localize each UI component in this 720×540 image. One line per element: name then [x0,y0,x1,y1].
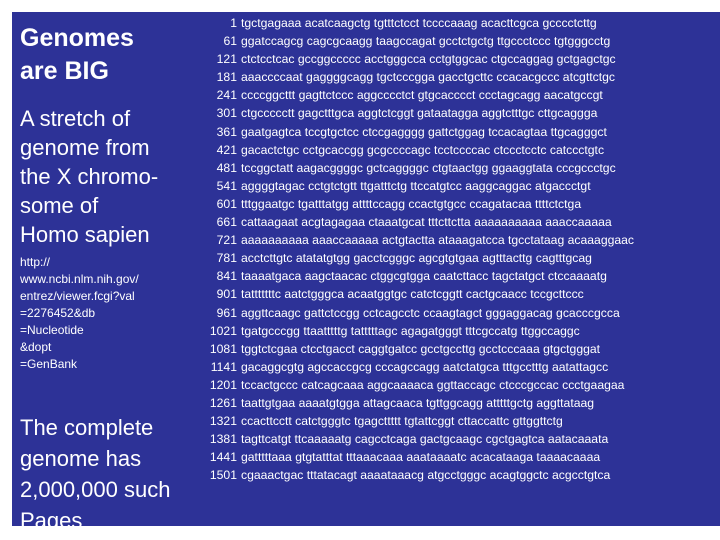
sequence-row [192,394,698,412]
sequence-bases: taattgtgaa aaaatgtgga attagcaaca tgttggcagg atttttgctg aggttataag [241,395,595,410]
sequence-bases: cattaagaat acgtagagaa ctaaatgcat tttcttctta aaaaaaaaaa aaaccaaaaa [241,215,612,230]
title-block [20,22,200,88]
sequence-position: 1201 [209,377,237,392]
sequence-position: 901 [216,287,237,302]
sequence-row [192,50,698,68]
sequence-bases: cgaaactgac tttatacagt aaaataaacg atgcctgggc acagtggctc acgcctgtca [241,468,611,483]
sequence-position: 721 [216,233,237,248]
sequence-position: 181 [216,70,237,85]
sequence-bases: acctcttgtc atatatgtgg gacctcgggc agcgtgtgaa agtttacttg cagtttgcag [241,251,592,266]
sequence-position: 1501 [209,468,237,483]
sequence-bases: tccggctatt aagacggggc gctcaggggc ctgtaactgg ggaaggtata cccgccctgc [241,160,616,175]
sequence-row [192,322,698,340]
sequence-bases: gacaggcgtg agccaccgcg cccagccagg aatctatgca tttgcctttg aatattagcc [241,359,609,374]
sequence-position: 1081 [209,341,237,356]
sequence-row [192,466,698,484]
sequence-row [192,376,698,394]
sequence-row [192,68,698,86]
sequence-row [192,14,698,32]
description-text: A stretch of genome from the X chromo- some of Homo sapien [20,106,159,247]
sequence-row [192,448,698,466]
sequence-panel [192,12,720,526]
sequence-position: 1381 [209,432,237,447]
sequence-row [192,141,698,159]
sequence-position: 601 [216,196,237,211]
sequence-list [192,14,698,484]
sequence-position: 61 [223,34,237,49]
sequence-row [192,285,698,303]
sequence-position: 301 [216,106,237,121]
sequence-position: 241 [216,88,237,103]
sequence-row [192,340,698,358]
sequence-bases: aggttcaagc gattctccgg cctcagcctc ccaagtagct gggaggacag gcacccgcca [241,305,620,320]
sequence-row [192,358,698,376]
sequence-row [192,86,698,104]
sequence-row [192,267,698,285]
sequence-row [192,430,698,448]
sequence-bases: ccacttcctt catctgggtc tgagcttttt tgtattcggt cttaccattc gttggttctg [241,414,563,429]
conclusion-text: The complete genome has 2,000,000 such Pages [20,415,171,533]
sequence-bases: gaatgagtca tccgtgctcc ctccgagggg gattctggag tccacagtaa ttgcagggct [241,124,607,139]
sequence-bases: ccccggcttt gagttctccc aggcccctct gtgcacccct ccctagcagg aacatgccgt [241,88,603,103]
source-url: http:// www.ncbi.nlm.nih.gov/ entrez/viewer.fcgi?val =2276452&db =Nucleotide &dopt =GenBank [20,255,139,371]
slide-title: Genomes are BIG [20,24,134,85]
sequence-position: 1261 [209,395,237,410]
sequence-bases: tgatgcccgg ttaatttttg tatttttagc agagatgggt tttcgccatg ttggccaggc [241,323,580,338]
sequence-row [192,304,698,322]
sequence-row [192,231,698,249]
sequence-row [192,104,698,122]
sequence-position: 481 [216,160,237,175]
sequence-position: 121 [216,52,237,67]
sequence-position: 841 [216,269,237,284]
sequence-row [192,159,698,177]
sequence-position: 961 [216,305,237,320]
sequence-row [192,213,698,231]
sequence-bases: aggggtagac cctgtctgtt ttgatttctg ttccatgtcc aaggcaggac atgaccctgt [241,178,591,193]
sequence-position: 1021 [209,323,237,338]
sequence-position: 781 [216,251,237,266]
sequence-position: 361 [216,124,237,139]
sequence-bases: tggtctcgaa ctcctgacct caggtgatcc gcctgccttg gcctcccaaa gtgctgggat [241,341,601,356]
sequence-bases: ctctcctcac gccggccccc acctgggcca cctgtggcac ctgccaggag gctgagctgc [241,52,616,67]
sequence-bases: gatttttaaa gtgtatttat tttaaacaaa aaataaaatc acacataaga taaaacaaaa [241,450,601,465]
sequence-bases: tccactgccc catcagcaaa aggcaaaaca ggttaccagc ctcccgccac ccctgaagaa [241,377,625,392]
sequence-bases: tgctgagaaa acatcaagctg tgtttctcct tccccaaag acacttcgca gcccctcttg [241,16,597,30]
sequence-position: 1321 [209,414,237,429]
sequence-position: 661 [216,215,237,230]
sequence-bases: ggatccagcg cagcgcaagg taagccagat gcctctgctg ttgccctccc tgtgggcctg [241,34,611,49]
sequence-position: 1441 [209,450,237,465]
sequence-bases: gacactctgc cctgcaccgg gcgccccagc tcctccccac ctccctcctc catccctgtc [241,142,605,157]
sequence-bases: aaacccсaat gaggggcagg tgctcccgga gacctgcttc ccacacgccc atcgttctgc [241,70,615,85]
sequence-position: 1141 [210,359,237,374]
sequence-bases: taaaatgaca aagctaacac ctggcgtgga caatcttacc tagctatgct ctccaaaatg [241,269,607,284]
sequence-bases: ctgccccctt gagctttgca aggtctcggt gataatagga aggtctttgc cttgcaggga [241,106,598,121]
sequence-bases: tagttcatgt ttcaaaaatg cagcctcaga gactgcaagc cgctgagtca aatacaaata [241,432,609,447]
sequence-bases: tttggaatgc tgatttatgg attttccagg ccactgtgcc ccagatacaa ttttctctga [241,196,582,211]
sequence-position: 421 [216,142,237,157]
sequence-row [192,177,698,195]
sequence-bases: tatttttttc aatctgggca acaatggtgc catctcggtt cactgcaacc tccgcttccc [241,287,584,302]
sequence-row [192,249,698,267]
sequence-row [192,123,698,141]
sequence-row [192,412,698,430]
sequence-row [192,195,698,213]
sequence-bases: aaaaaaaaaa aaaccaaaaa actgtactta ataaagatcca tgcctataag acaaaggaac [241,233,635,248]
sequence-position: 1 [230,16,237,30]
sequence-position: 541 [216,178,237,193]
sequence-row [192,32,698,50]
